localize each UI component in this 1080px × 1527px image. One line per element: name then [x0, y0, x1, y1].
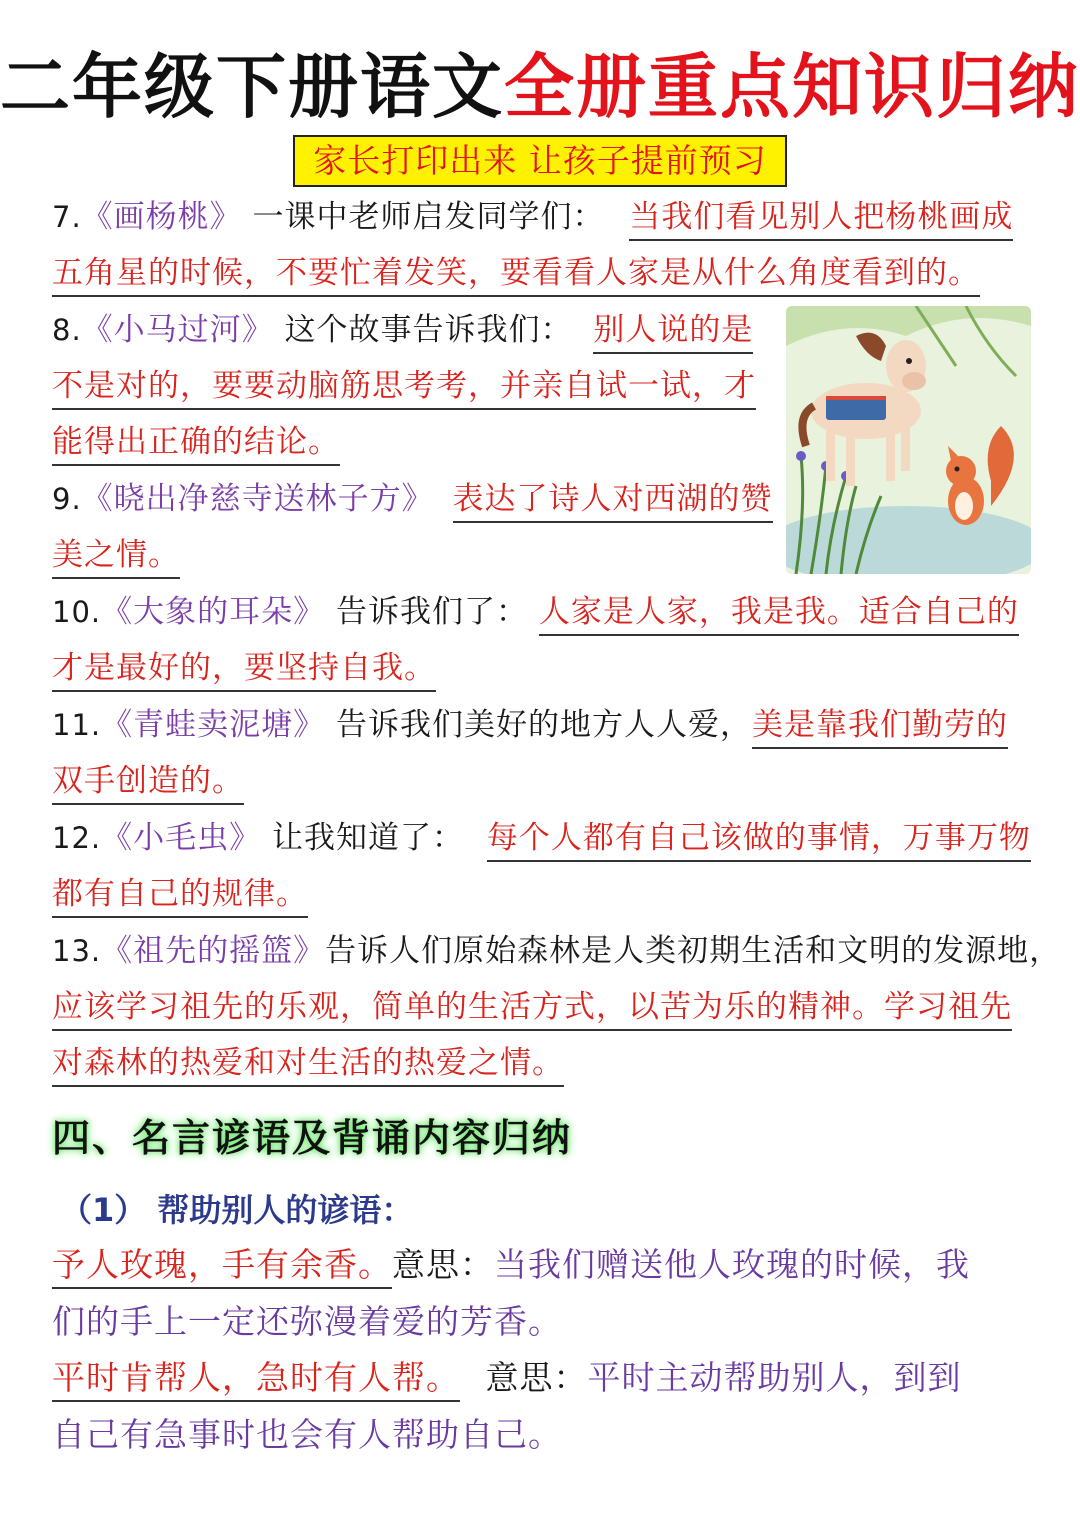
- item-7-line-2: [52, 248, 980, 298]
- meaning-label: 意思：: [485, 1358, 588, 1397]
- item-answer: 都有自己的规律。: [52, 872, 308, 918]
- book-title: 《晓出净慈寺送林子方》: [81, 481, 434, 517]
- item-intro: 告诉我们了：: [335, 594, 528, 630]
- item-8-line-1: [52, 305, 753, 355]
- item-10-line-1: [52, 587, 1019, 637]
- item-answer: 不是对的，要要动脑筋思考考，并亲自试一试，才: [52, 364, 756, 410]
- item-number: 8.: [52, 313, 82, 347]
- item-answer: 五角星的时候，不要忙着发笑，要看看人家是从什么角度看到的。: [52, 251, 980, 297]
- item-8-line-3: [52, 417, 340, 467]
- item-answer: 对森林的热爱和对生活的热爱之情。: [52, 1041, 564, 1087]
- item-12-line-1: [52, 813, 1031, 863]
- item-intro: 这个故事告诉我们：: [284, 312, 573, 348]
- item-answer: 美是靠我们勤劳的: [752, 703, 1008, 749]
- item-answer: 美之情。: [52, 533, 180, 579]
- illustration-svg: [786, 306, 1031, 574]
- meaning-label: 意思：: [392, 1245, 494, 1284]
- book-title: 《小马过河》: [81, 312, 274, 348]
- print-banner: 家长打印出来 让孩子提前预习: [293, 135, 787, 187]
- pony-squirrel-illustration: [786, 306, 1031, 574]
- item-answer: 应该学习祖先的乐观，简单的生活方式，以苦为乐的精神。学习祖先: [52, 985, 1012, 1031]
- proverb-saying: 平时肯帮人，急时有人帮。: [52, 1356, 460, 1402]
- item-number: 12.: [52, 821, 102, 855]
- section-4-heading: 四、名言谚语及背诵内容归纳: [52, 1116, 573, 1160]
- proverb-saying: 予人玫瑰，手有余香。: [52, 1243, 392, 1289]
- item-number: 13.: [52, 934, 102, 968]
- proverb-meaning: 们的手上一定还弥漫着爱的芳香。: [52, 1302, 562, 1341]
- item-intro: 告诉我们美好的地方人人爱，: [335, 707, 752, 743]
- proverb-2-line-1: [52, 1353, 962, 1403]
- item-number: 11.: [52, 708, 102, 742]
- page-title: [0, 44, 1080, 130]
- item-answer: 人家是人家，我是我。适合自己的: [539, 590, 1019, 636]
- item-number: 9.: [52, 482, 82, 516]
- proverb-meaning: 平时主动帮助别人，到到: [587, 1358, 962, 1397]
- proverb-meaning: 当我们赠送他人玫瑰的时候，我: [494, 1245, 970, 1284]
- item-7-line-1: [52, 192, 1013, 242]
- book-title: 《大象的耳朵》: [101, 594, 326, 630]
- item-number: 7.: [52, 200, 82, 234]
- item-12-line-2: [52, 869, 308, 919]
- proverb-meaning: 自己有急事时也会有人帮助自己。: [52, 1415, 562, 1454]
- item-answer: 每个人都有自己该做的事情，万事万物: [487, 816, 1031, 862]
- proverb-1-line-2: [52, 1297, 562, 1347]
- item-8-line-2: [52, 361, 756, 411]
- proverb-1-line-1: [52, 1240, 970, 1290]
- item-answer: 别人说的是: [593, 308, 753, 354]
- item-answer: 双手创造的。: [52, 759, 244, 805]
- book-title: 《青蛙卖泥塘》: [101, 707, 326, 743]
- item-number: 10.: [52, 595, 102, 629]
- item-intro: 一课中老师启发同学们：: [252, 199, 605, 235]
- item-answer: 表达了诗人对西湖的赞: [453, 477, 773, 523]
- item-13-line-3: [52, 1038, 564, 1088]
- item-answer: 能得出正确的结论。: [52, 420, 340, 466]
- item-intro: 告诉人们原始森林是人类初期生活和文明的发源地，: [325, 933, 1062, 969]
- item-9-line-2: [52, 530, 180, 580]
- item-10-line-2: [52, 643, 436, 693]
- title-red: 全册重点知识归纳: [504, 46, 1080, 128]
- item-9-line-1: [52, 474, 773, 524]
- item-13-line-2: [52, 982, 1012, 1032]
- item-13-line-1: [52, 926, 1061, 976]
- book-title: 《小毛虫》: [101, 820, 262, 856]
- item-answer: 才是最好的，要坚持自我。: [52, 646, 436, 692]
- item-11-line-1: [52, 700, 1008, 750]
- item-11-line-2: [52, 756, 244, 806]
- section-4-sub-heading: （1） 帮助别人的谚语：: [60, 1191, 414, 1229]
- title-black: 二年级下册语文: [0, 46, 504, 128]
- book-title: 《祖先的摇篮》: [101, 933, 326, 969]
- proverb-2-line-2: [52, 1410, 562, 1460]
- item-intro: 让我知道了：: [271, 820, 464, 856]
- item-answer: 当我们看见别人把杨桃画成: [629, 195, 1013, 241]
- book-title: 《画杨桃》: [81, 199, 242, 235]
